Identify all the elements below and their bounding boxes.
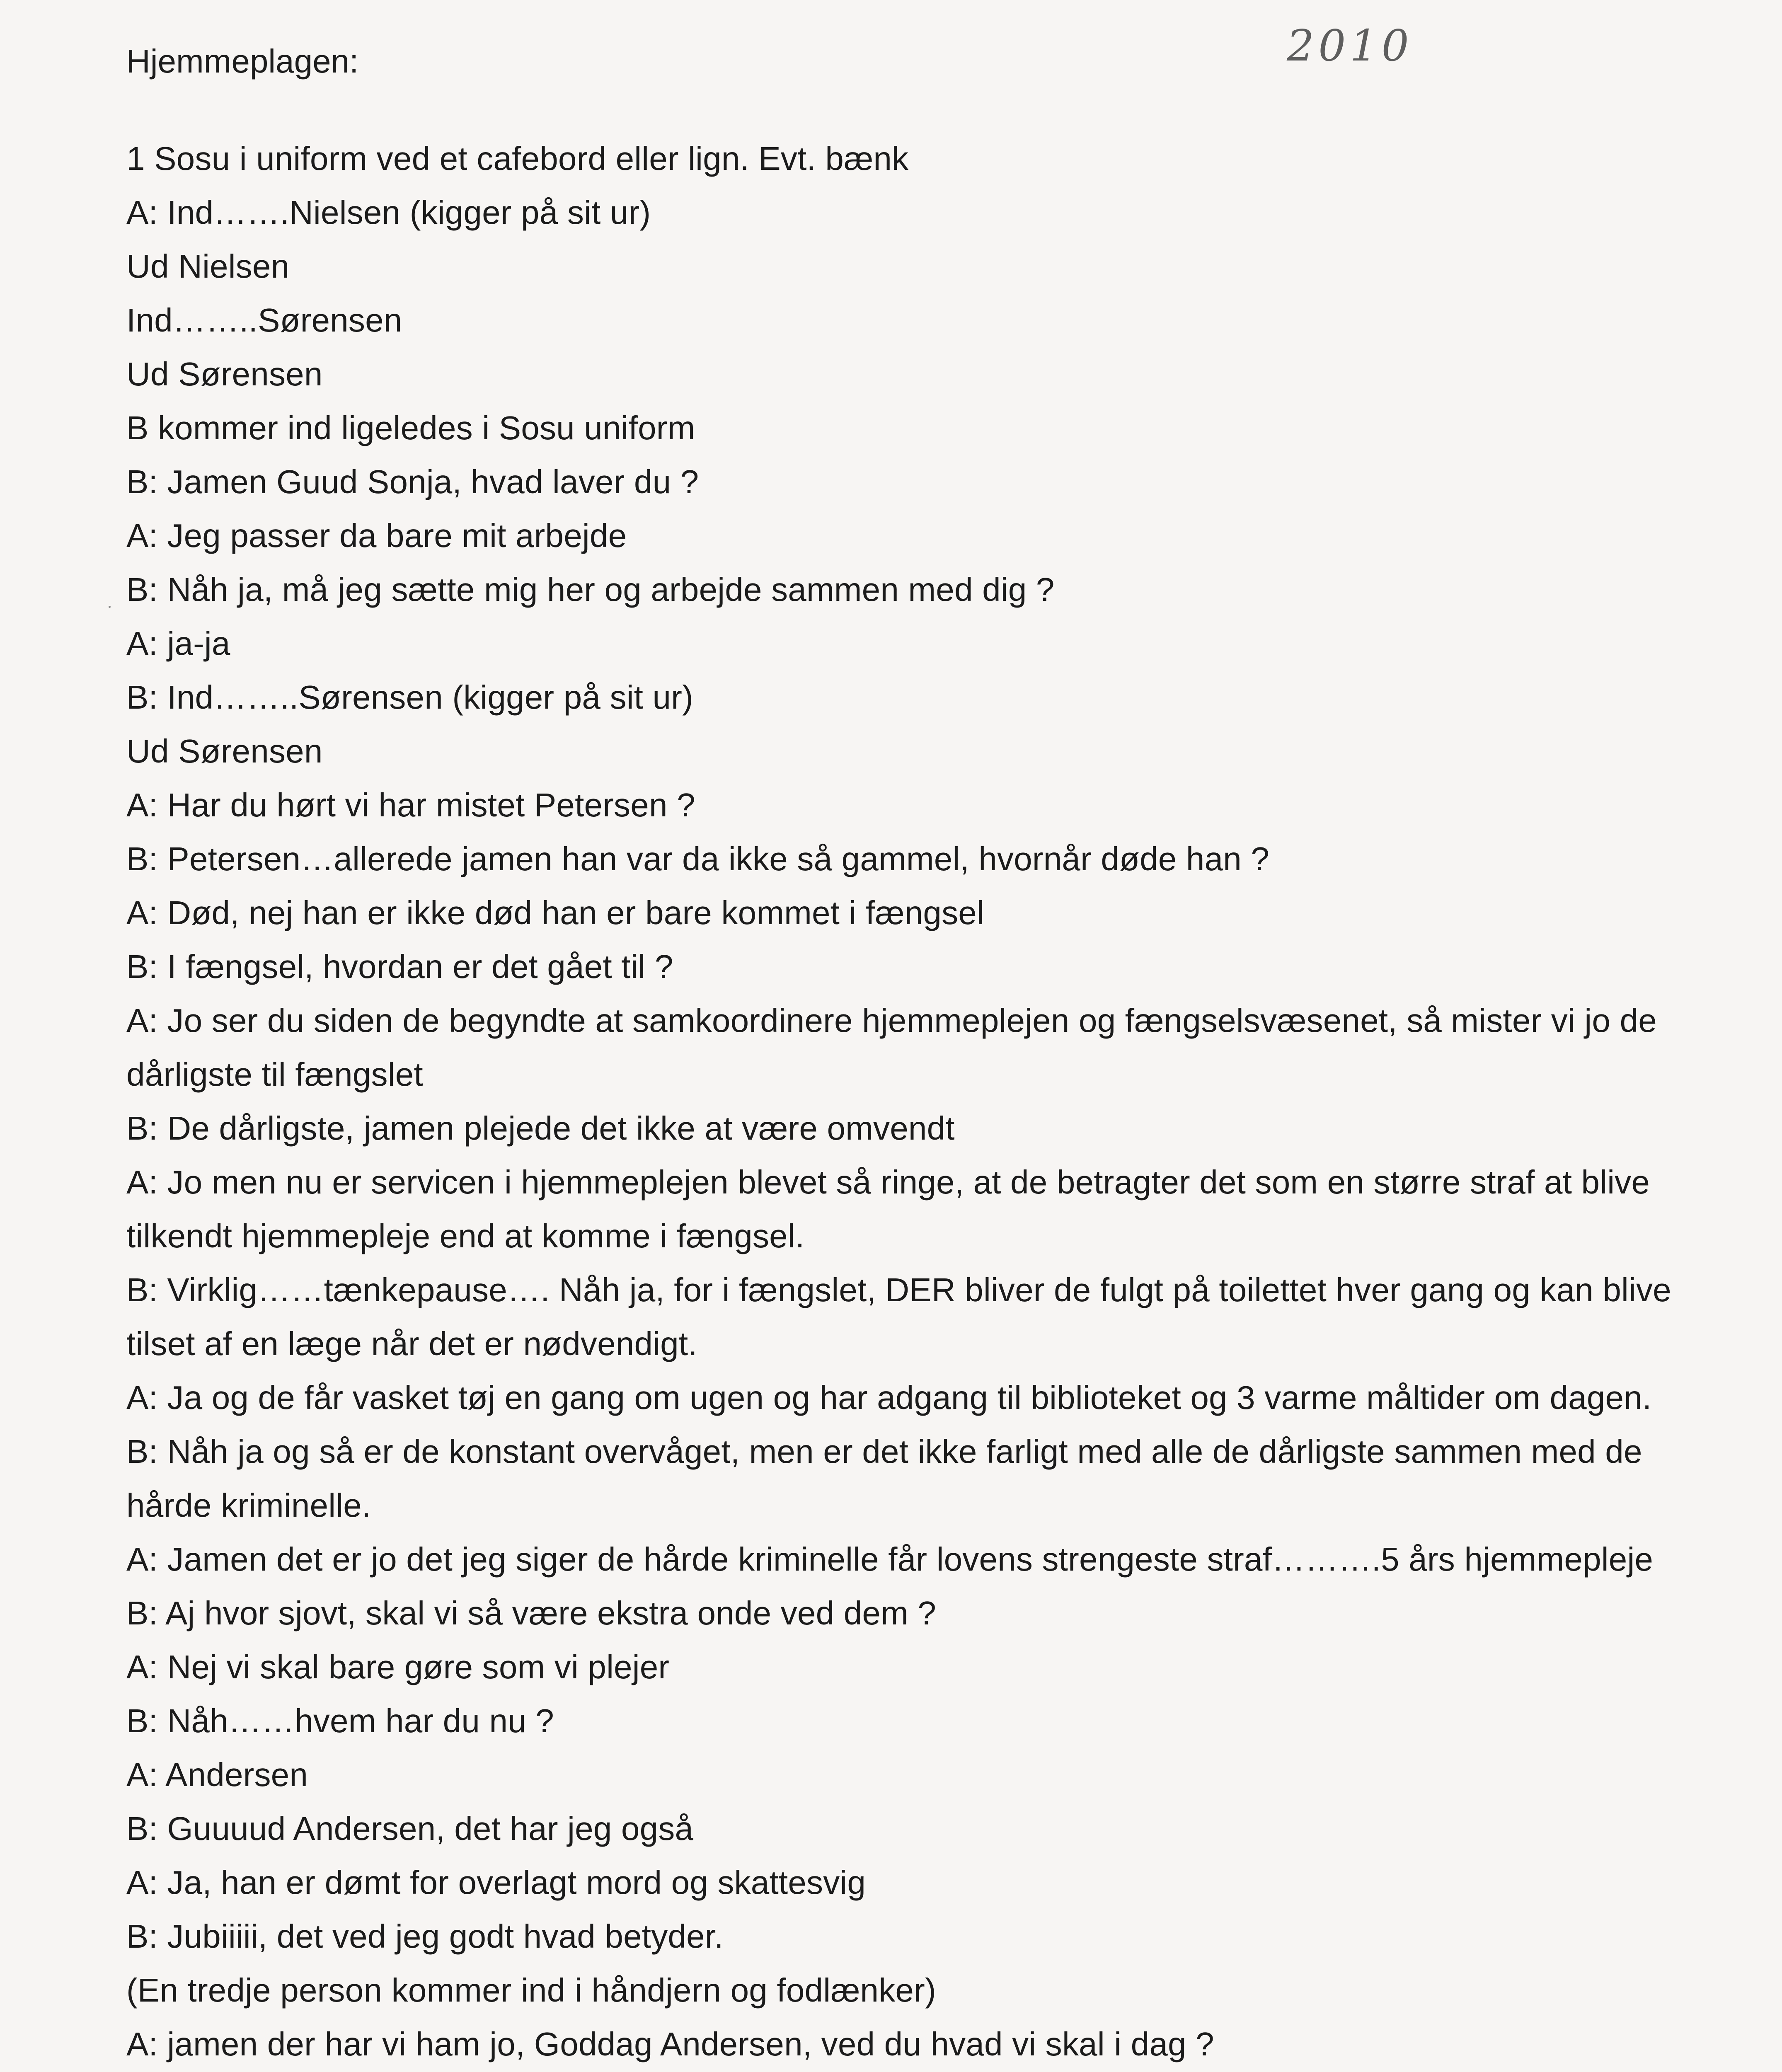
script-body bbox=[126, 132, 1743, 2072]
script-line: B: Nåh……hvem har du nu ? bbox=[126, 1702, 554, 1739]
script-line: A: Ja og de får vasket tøj en gang om ugen og har adgang til biblioteket og 3 varme måltider om dagen. bbox=[126, 1379, 1652, 1416]
script-line: B: I fængsel, hvordan er det gået til ? bbox=[126, 948, 673, 985]
paper-speck bbox=[109, 606, 111, 608]
script-line: B: Guuuud Andersen, det har jeg også bbox=[126, 1810, 694, 1847]
script-line: A: Ind…….Nielsen (kigger på sit ur) bbox=[126, 194, 651, 231]
script-line: Ud Sørensen bbox=[126, 733, 323, 770]
handwritten-year: 2010 bbox=[1287, 20, 1413, 71]
script-line: hårde kriminelle. bbox=[126, 1487, 371, 1524]
script-line: tilset af en læge når det er nødvendigt. bbox=[126, 1325, 697, 1362]
script-line: A: Jo ser du siden de begyndte at samkoordinere hjemmeplejen og fængselsvæsenet, så mister vi jo de bbox=[126, 1002, 1657, 1039]
page-title: Hjemmeplagen: bbox=[126, 43, 359, 80]
script-line: B: De dårligste, jamen plejede det ikke at være omvendt bbox=[126, 1110, 955, 1147]
script-line: A: ja-ja bbox=[126, 625, 230, 662]
script-line: B: Aj hvor sjovt, skal vi så være ekstra onde ved dem ? bbox=[126, 1595, 937, 1631]
script-line: B: Nåh ja, må jeg sætte mig her og arbejde sammen med dig ? bbox=[126, 571, 1055, 608]
script-line: Ud Sørensen bbox=[126, 356, 323, 392]
script-line: dårligste til fængslet bbox=[126, 1056, 423, 1093]
script-line: B: Petersen…allerede jamen han var da ikke så gammel, hvornår døde han ? bbox=[126, 840, 1270, 877]
script-line: B: Jubiiiii, det ved jeg godt hvad betyder. bbox=[126, 1918, 724, 1955]
script-line: B: Nåh ja og så er de konstant overvåget, men er det ikke farligt med alle de dårligste sammen med de bbox=[126, 1433, 1642, 1470]
script-line: A: Jeg passer da bare mit arbejde bbox=[126, 517, 627, 554]
script-line: A: Har du hørt vi har mistet Petersen ? bbox=[126, 787, 695, 823]
script-line: (En tredje person kommer ind i håndjern og fodlænker) bbox=[126, 1972, 936, 2009]
script-line: Ud Nielsen bbox=[126, 248, 290, 285]
script-line: B: Virklig……tænkepause…. Nåh ja, for i fængslet, DER bliver de fulgt på toilettet hver gang og kan blive bbox=[126, 1271, 1671, 1308]
script-line: A: Jamen det er jo det jeg siger de hårde kriminelle får lovens strengeste straf……….5 års hjemmepleje bbox=[126, 1541, 1654, 1578]
script-line: Ind……..Sørensen bbox=[126, 302, 402, 339]
script-line: A: jamen der har vi ham jo, Goddag Andersen, ved du hvad vi skal i dag ? bbox=[126, 2026, 1214, 2062]
script-line: 1 Sosu i uniform ved et cafebord eller lign. Evt. bænk bbox=[126, 140, 909, 177]
script-line: A: Jo men nu er servicen i hjemmeplejen blevet så ringe, at de betragter det som en større straf at blive bbox=[126, 1164, 1650, 1201]
script-line: A: Nej vi skal bare gøre som vi plejer bbox=[126, 1648, 670, 1685]
script-line: A: Ja, han er dømt for overlagt mord og skattesvig bbox=[126, 1864, 866, 1901]
script-line: B: Jamen Guud Sonja, hvad laver du ? bbox=[126, 463, 699, 500]
script-line: B: Ind……..Sørensen (kigger på sit ur) bbox=[126, 679, 693, 716]
script-line: A: Andersen bbox=[126, 1756, 308, 1793]
script-line: A: Død, nej han er ikke død han er bare kommet i fængsel bbox=[126, 894, 984, 931]
script-line: tilkendt hjemmepleje end at komme i fængsel. bbox=[126, 1218, 805, 1254]
script-line: B kommer ind ligeledes i Sosu uniform bbox=[126, 409, 695, 446]
